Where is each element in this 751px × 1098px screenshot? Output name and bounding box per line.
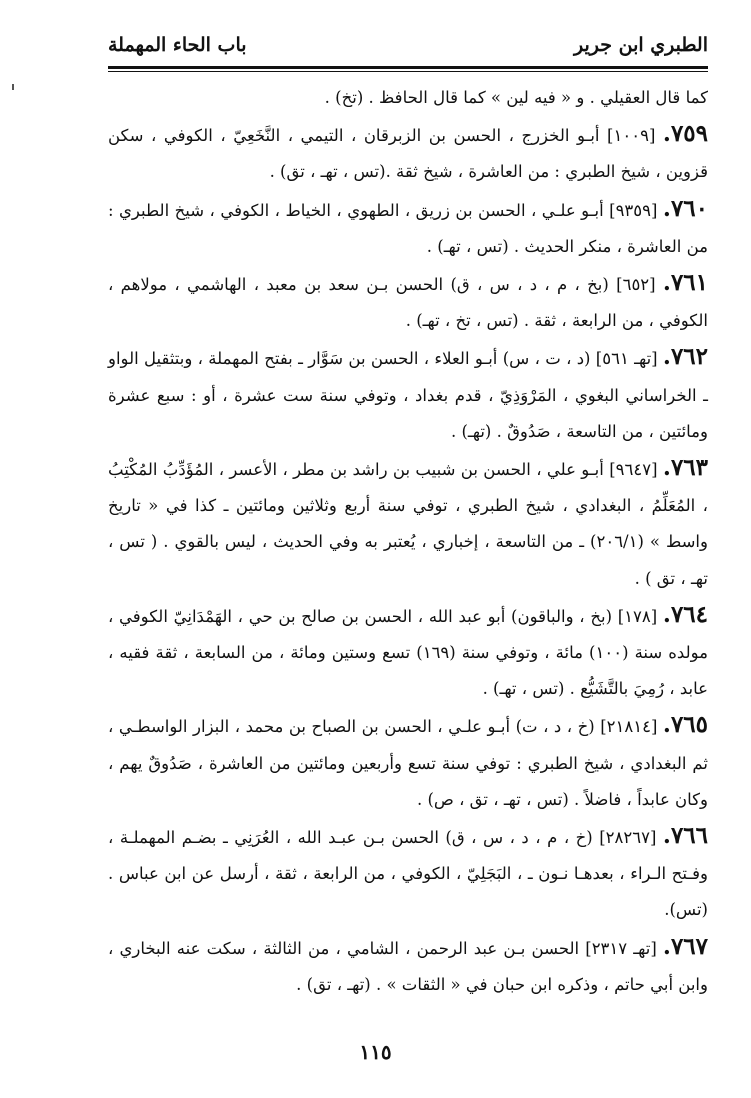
entry-text: [١٠٠٩] أبـو الخزرج ، الحسن بن الزبرقان ، التيمي ، النَّخَعِيّ ، الكوفي ، سكن قزوين ، شيخ الطبري : من العاشرة ، شيخ ثقة .(تس ، تهـ ، تق) . xyxy=(108,126,708,182)
entry-number: ٧٦٠. xyxy=(662,194,708,222)
entry-text: [تهـ ٥٦١] (د ، ت ، س) أبـو العلاء ، الحسن بن سَوَّار ـ بفتح المهملة ، وبتثقيل الواو ـ الخراساني البغوي ، المَرْوَذِيّ ، قدم بغداد ، وتوفي سنة ست عشرة ، أو : سبع عشرة ومائتين ، من التاسعة ، صَدُوقٌ . (تهـ) . xyxy=(108,349,708,441)
entry-761 xyxy=(108,265,708,339)
intro-line: كما قال العقيلي . و « فيه لين » كما قال الحافظ . (تخ) . xyxy=(324,88,708,107)
entry-767 xyxy=(108,929,708,1003)
entry-764 xyxy=(108,597,708,708)
entry-text: [٩٣٥٩] أبـو علـي ، الحسن بن زريق ، الطهوي ، الخياط ، الكوفي ، شيخ الطبري : من العاشرة ، منكر الحديث . (تس ، تهـ) . xyxy=(108,200,708,256)
entry-text: [٢١٨١٤] (خ ، د ، ت) أبـو علـي ، الحسن بن الصباح بن محمد ، البزار الواسطـي ، ثم البغدادي ، شيخ الطبري : توفي سنة تسع وأربعين ومائتين من العاشرة ، صَدُوقٌ يهم ، وكان عابداً ، فاضلاً . (تس ، تهـ ، تق ، ص) . xyxy=(108,717,708,809)
entry-number: ٧٦٤. xyxy=(662,600,708,628)
entry-763 xyxy=(108,450,708,597)
entry-number: ٧٦٢. xyxy=(662,343,708,371)
entry-765 xyxy=(108,707,708,818)
entry-text: [٢٨٢٦٧] (خ ، م ، د ، س ، ق) الحسن بـن عبـد الله ، العُرَنِي ـ بضـم المهملـة ، وفـتح الـراء ، بعدهـا نـون ـ ، البَجَلِيّ ، الكوفي ، من الرابعة ، ثقة ، أرسل عن ابن عباس . (تس). xyxy=(108,828,708,920)
entry-760 xyxy=(108,191,708,265)
page-body xyxy=(108,80,708,1003)
header-book-title: الطبري ابن جرير xyxy=(573,34,708,56)
entry-766 xyxy=(108,818,708,929)
running-header xyxy=(108,34,708,64)
entry-number: ٧٦٧. xyxy=(662,932,708,960)
entry-text: [٦٥٢] (بخ ، م ، د ، س ، ق) الحسن بـن سعد بن معبد ، الهاشمي ، مولاهم ، الكوفي ، من الرابعة ، ثقة . (تس ، تخ ، تهـ) . xyxy=(108,275,708,331)
entry-number: ٧٦٦. xyxy=(662,822,708,850)
entry-text: [تهـ ٢٣١٧] الحسن بـن عبد الرحمن ، الشامي ، من الثالثة ، سكت عنه البخاري ، وابن أبي حاتم ، وذكره ابن حبان في « الثقات » . (تهـ ، تق) . xyxy=(108,938,708,994)
entry-number: ٧٦١. xyxy=(662,269,708,297)
entry-text: [٩٦٤٧] أبـو علي ، الحسن بن شبيب بن راشد بن مطر ، الأعسر ، المُؤَدِّبُ المُكْتِبُ ، المُعَلِّمُ ، البغدادي ، شيخ الطبري ، توفي سنة أربع وثلاثين ومائتين ـ كذا في « تاريخ واسط » (٢٠٦/١) ـ من التاسعة ، إخباري ، يُعتبر به وفي الحديث ، ليس بالقوي . ( تس ، تهـ ، تق ) . xyxy=(108,460,708,588)
entry-762 xyxy=(108,339,708,450)
entry-number: ٧٦٥. xyxy=(662,711,708,739)
page-number: ١١٥ xyxy=(359,1040,392,1064)
header-chapter-title: باب الحاء المهملة xyxy=(108,34,247,56)
entry-759 xyxy=(108,116,708,190)
margin-mark xyxy=(12,84,14,90)
header-rule-thick xyxy=(108,66,708,69)
entry-number: ٧٥٩. xyxy=(662,120,708,148)
entry-text: [١٧٨] (بخ ، والباقون) أبو عبد الله ، الحسن بن صالح بن حي ، الهَمْدَانِيّ الكوفي ، مولده سنة (١٠٠) مائة ، وتوفي سنة (١٦٩) تسع وستين ومائة ، من السابعة ، ثقة فقيه ، عابد ، رُمِيَ بالتَّشَيُّع . (تس ، تهـ) . xyxy=(108,606,708,699)
header-rule-thin xyxy=(108,71,708,72)
entry-number: ٧٦٣. xyxy=(662,454,708,482)
